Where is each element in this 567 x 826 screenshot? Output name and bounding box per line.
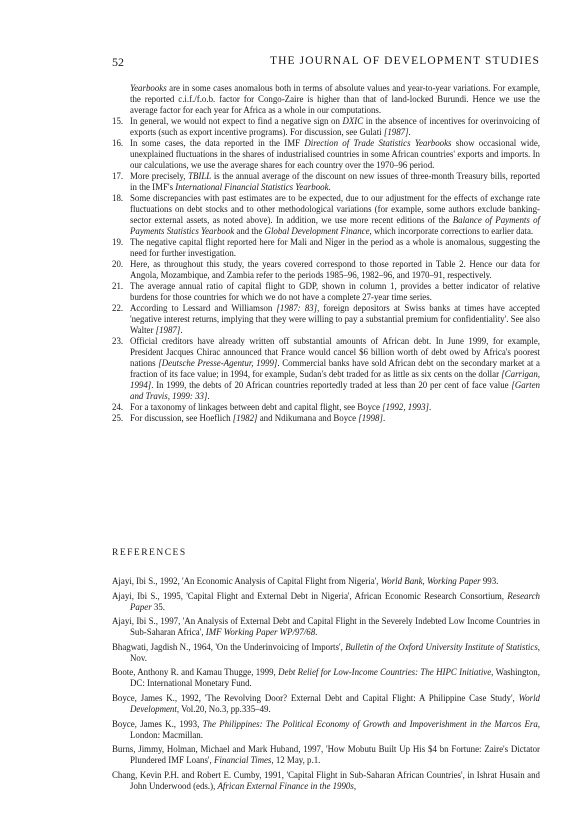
italic-text: [1987] bbox=[383, 127, 409, 137]
text-run: Chang, Kevin P.H. and Robert E. Cumby, 1991, 'Capital Flight in Sub-Saharan African Countries', in Ishrat Husain and John Underwood (eds.), bbox=[112, 769, 540, 791]
endnote bbox=[112, 336, 540, 402]
text-run: and the bbox=[234, 226, 265, 236]
text-run: According to Lessard and Williamson bbox=[130, 303, 277, 313]
references-heading: REFERENCES bbox=[112, 548, 187, 558]
text-run: . bbox=[207, 391, 210, 401]
text-run: Ajayi, Ibi S., 1997, 'An Analysis of External Debt and Capital Flight in the Severely Indebted Low Income Countries in Sub-Saharan Africa', bbox=[112, 616, 540, 638]
text-run: . bbox=[315, 627, 318, 638]
text-run: For a taxonomy of linkages between debt and capital flight, see Boyce bbox=[130, 402, 383, 412]
text-run: . bbox=[382, 413, 386, 423]
endnote bbox=[112, 402, 540, 413]
italic-text: [1992, 1993] bbox=[382, 402, 429, 412]
endnote bbox=[112, 171, 540, 193]
text-run: Official creditors have already written off substantial amounts of African debt. In June 1999, for example, President Jacques Chirac announced that France would cancel $6 billion worth of debt owed by Africa's poorest nations bbox=[130, 336, 540, 368]
reference-entry bbox=[112, 719, 540, 741]
reference-entry bbox=[112, 576, 540, 587]
text-run: . bbox=[180, 325, 183, 335]
endnote bbox=[112, 193, 540, 237]
italic-text: [Deutsche Presse-Agentur, 1999] bbox=[158, 358, 278, 368]
endnote-number: 16. bbox=[112, 138, 124, 148]
text-run: Burns, Jimmy, Holman, Michael and Mark Huband, 1997, 'How Mobutu Built Up His $4 bn Fortune: Zaire's Dictator Plundered IMF Loans', bbox=[112, 744, 540, 766]
italic-text: Direction of Trade Statistics Yearbooks bbox=[304, 138, 452, 148]
text-run: . Commercial banks have sold African debt on the secondary market at a fraction of its face value; in 1994, for example, Sudan's debt traded for as little as six cents on the dollar bbox=[130, 358, 540, 379]
text-run: , which incorporate corrections to earlier data. bbox=[369, 226, 534, 236]
text-run: Here, as throughout this study, the years covered correspond to those reported in Table 2. Hence our data for Angola, Mozambique, and Zambia refer to the periods 1985–96, 1982–96, and 1970–91, respectively. bbox=[130, 259, 540, 280]
endnote-number: 19. bbox=[112, 237, 124, 247]
text-run: In general, we would not expect to find a negative sign on bbox=[130, 116, 343, 126]
italic-text: Debt Relief for Low-Income Countries: The HIPC Initiative bbox=[278, 667, 492, 678]
text-run: , 12 May, p.1. bbox=[271, 755, 321, 766]
italic-text: World Development bbox=[130, 692, 540, 714]
reference-entry bbox=[112, 693, 540, 715]
text-run: and Ndikumana and Boyce bbox=[257, 413, 359, 423]
italic-text: [1998] bbox=[358, 413, 383, 423]
endnote bbox=[112, 413, 540, 424]
text-run: , London: Macmillan. bbox=[130, 718, 540, 740]
text-run: in the absence of incentives for overinvoicing of exports (such as export incentive programs). For discussion, see Gulati bbox=[130, 116, 540, 137]
text-run: Boote, Anthony R. and Kamau Thugge, 1999, bbox=[112, 667, 279, 678]
text-run: The negative capital flight reported here for Mali and Niger in the period as a whole is anomalous, suggesting the need for further investigation. bbox=[130, 237, 540, 258]
italic-text: IMF Working Paper WP/97/68 bbox=[205, 627, 316, 638]
italic-text: Yearbooks bbox=[130, 83, 167, 93]
text-run: , Vol.20, No.3, pp.335–49. bbox=[176, 703, 271, 714]
italic-text: Bulletin of the Oxford University Institute of Statistics bbox=[345, 641, 538, 652]
reference-entry bbox=[112, 744, 540, 766]
endnote bbox=[112, 116, 540, 138]
endnote bbox=[112, 259, 540, 281]
text-run: In some cases, the data reported in the IMF bbox=[130, 138, 305, 148]
text-run: The average annual ratio of capital flight to GDP, shown in column 1, provides a better indicator of relative burdens for those countries for which we do not have a complete 27-year time series. bbox=[130, 281, 540, 302]
endnote bbox=[112, 303, 540, 336]
italic-text: [Garten and Travis, 1999: 33] bbox=[130, 380, 540, 401]
text-run: Some discrepancies with past estimates are to be expected, due to our adjustment for the effects of exchange rate fluctuations on debt stocks and to other methodological variations (for example, some authors exclude banking-sector external assets, as noted above). In addition, we use more recent editions of the bbox=[130, 193, 540, 225]
italic-text: Financial Times bbox=[213, 755, 272, 766]
italic-text: World Bank, Working Paper bbox=[380, 576, 481, 586]
italic-text: DXIC bbox=[342, 116, 364, 126]
text-run: 993. bbox=[480, 576, 499, 586]
text-run: Ajayi, Ibi S., 1992, 'An Economic Analysis of Capital Flight from Nigeria', bbox=[112, 576, 381, 586]
text-run: are in some cases anomalous both in terms of absolute values and year-to-year variations. For example, the reported c.i.f./f.o.b. factor for Congo-Zaire is higher than that of land-locked Burundi. Hence we use the average factor for each year for Africa as a whole in our computations. bbox=[130, 83, 540, 115]
italic-text: International Financial Statistics Yearbook bbox=[175, 182, 329, 192]
endnote-number: 23. bbox=[112, 336, 124, 346]
italic-text: TBILL bbox=[188, 171, 212, 181]
italic-text: [1982] bbox=[232, 413, 258, 423]
italic-text: African External Finance in the 1990s bbox=[217, 780, 354, 791]
italic-text: Research Paper bbox=[130, 590, 540, 612]
endnote-number: 18. bbox=[112, 193, 124, 203]
italic-text: Global Development Finance bbox=[264, 226, 370, 236]
italic-text: Balance of Payments of Payments Statistics Yearbook bbox=[130, 215, 541, 236]
text-run: show occasional wide, unexplained fluctuations in the shares of industrialised countries in some African countries' exports and imports. In our calculations, we use the average shares for each country over the 1970–96 period. bbox=[130, 138, 540, 170]
text-run: 35. bbox=[151, 601, 166, 612]
endnote-number: 25. bbox=[112, 413, 124, 423]
endnote bbox=[112, 237, 540, 259]
references-list bbox=[112, 576, 540, 795]
endnote-number: 22. bbox=[112, 303, 124, 313]
text-run: Boyce, James K., 1992, 'The Revolving Door? External Debt and Capital Flight: A Philippine Case Study', bbox=[112, 692, 519, 703]
endnote-number: 15. bbox=[112, 116, 124, 126]
italic-text: [1987: 83] bbox=[276, 303, 318, 313]
text-run: , bbox=[353, 780, 357, 791]
text-run: Boyce, James K., 1993, bbox=[112, 718, 203, 729]
text-run: . bbox=[408, 127, 411, 137]
text-run: . In 1999, the debts of 20 African countries reportedly traded at less than 20 per cent of face value bbox=[151, 380, 512, 390]
reference-entry bbox=[112, 667, 540, 689]
reference-entry bbox=[112, 770, 540, 792]
text-run: . bbox=[428, 402, 432, 412]
reference-entry bbox=[112, 616, 540, 638]
endnote-number: 24. bbox=[112, 402, 124, 412]
text-run: More precisely, bbox=[130, 171, 189, 181]
endnote bbox=[112, 83, 540, 116]
endnote bbox=[112, 281, 540, 303]
endnote-number: 20. bbox=[112, 259, 124, 269]
endnote-number: 21. bbox=[112, 281, 124, 291]
endnotes bbox=[112, 83, 540, 424]
reference-entry bbox=[112, 591, 540, 613]
text-run: , foreign depositors at Swiss banks at times have accepted 'negative interest returns, implying that they were willing to pay a substantial premium for confidentiality'. See also Walter bbox=[130, 303, 540, 335]
journal-title: THE JOURNAL OF DEVELOPMENT STUDIES bbox=[270, 55, 540, 67]
text-run: . bbox=[328, 182, 331, 192]
endnote-number: 17. bbox=[112, 171, 124, 181]
text-run: Ajayi, Ibi S., 1995, 'Capital Flight and External Debt in Nigeria', African Economic Research Consortium, bbox=[112, 590, 508, 601]
text-run: For discussion, see Hoeflich bbox=[130, 413, 233, 423]
running-header bbox=[112, 55, 540, 69]
text-run: is the annual average of the discount on new issues of three-month Treasury bills, reported in the IMF's bbox=[130, 171, 540, 192]
italic-text: The Philippines: The Political Economy of Growth and Impoverishment in the Marcos Era bbox=[202, 718, 538, 729]
text-run: , Nov. bbox=[130, 641, 541, 663]
text-run: , Washington, DC: International Monetary Fund. bbox=[130, 667, 540, 689]
endnote bbox=[112, 138, 540, 171]
italic-text: [1987] bbox=[155, 325, 181, 335]
italic-text: [Carrigan, 1994] bbox=[130, 369, 540, 390]
text-run: Bhagwati, Jagdish N., 1964, 'On the Underinvoicing of Imports', bbox=[112, 641, 346, 652]
reference-entry bbox=[112, 642, 540, 664]
page-number: 52 bbox=[112, 55, 124, 69]
